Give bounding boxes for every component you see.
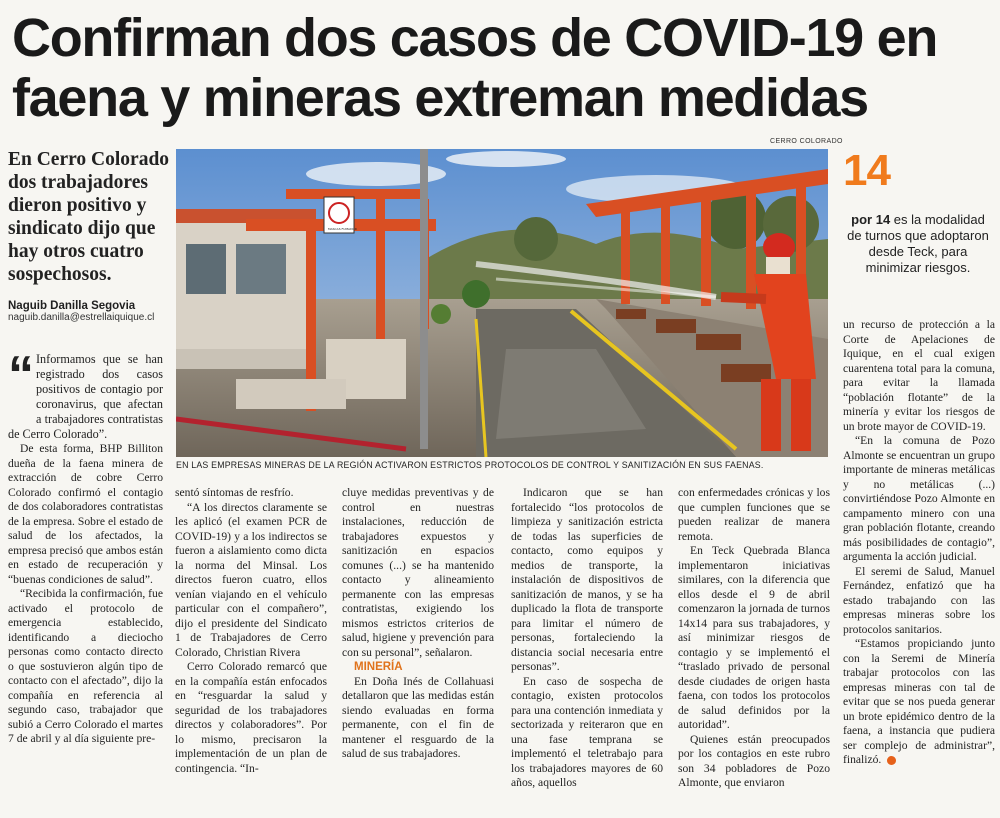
- stat-bold-lead: por 14: [851, 212, 891, 227]
- author-email: naguib.danilla@estrellaiquique.cl: [8, 312, 155, 323]
- paragraph: Indicaron que se han fortalecido “los protocolos de limpieza y sanitización estricta de todas las superficies de contacto, como equipos y medios de transporte, la instalación de dispositivos de sanitización de manos, y se ha duplicado la flota de transporte para limitar el número de personas, fortaleciendo la distancia social necesaria entre personas”.: [511, 486, 663, 673]
- end-of-article-icon: [887, 756, 896, 765]
- paragraph: En caso de sospecha de contagio, existen protocolos para una contención inmediata y sectorizada y reiteraron que en una fase temprana se implementó el teletrabajo para los trabajadores mayores de 60 años, aquellos: [511, 674, 663, 789]
- paragraph: cluye medidas preventivas y de control en nuestras instalaciones, reducción de trabajadores expuestos y sanitización en espacios comunes (...) se ha mantenido contacto y alineamiento permanente con las empresas contratistas, exigiendo los mismos estrictos criterios de salud, higiene y prevención para con su personal”, señalaron.: [342, 486, 494, 659]
- byline: [8, 300, 178, 323]
- photo-credit: CERRO COLORADO: [770, 138, 843, 145]
- stat-text: es la modalidad de turnos que adoptaron desde Teck, para minimizar riesgos.: [847, 212, 989, 275]
- column-3: [342, 486, 494, 762]
- no-smoking-sign-label: MASCAS FUMADOR: [328, 227, 357, 231]
- column-4: [511, 486, 663, 791]
- author-name: Naguib Danilla Segovia: [8, 300, 136, 312]
- paragraph: “En la comuna de Pozo Almonte se encuentran un grupo importante de mineras metálicas y no metálicas (...) convirtiéndose Pozo Almonte en campamento minero con una gran población flotante, creando más posibilidades de contagio”, argumenta la acción judicial.: [843, 434, 995, 563]
- paragraph: En Doña Inés de Collahuasi detallaron que las medidas están siendo evaluadas en forma permanente, con el fin de mantener el resguardo de la salud de sus trabajadores.: [342, 674, 494, 760]
- paragraph: El seremi de Salud, Manuel Fernández, enfatizó que ha estado trabajando con las empresas mineras sobre los protocolos sanitarios.: [843, 564, 995, 636]
- paragraph: “A los directos claramente se les aplicó (el examen PCR de COVID-19) y a los indirectos se fueron a aislamiento como dicta la norma del Minsal. Los directos fueron cuatro, ellos venían viajando en el vehículo particular con el compañero”, dijo el presidente del Sindicato 1 de Trabajadores de Cerro Colorado, Christian Rivera: [175, 500, 327, 659]
- lead-summary: En Cerro Colorado dos trabajadores dieron positivo y sindicato dijo que hay otros cuatro sospechosos.: [8, 149, 170, 285]
- photo-caption: EN LAS EMPRESAS MINERAS DE LA REGIÓN ACTIVARON ESTRICTOS PROTOCOLOS DE CONTROL Y SANITIZACIÓN EN SUS FAENAS.: [176, 460, 764, 470]
- drop-quote-mark: “: [8, 346, 34, 404]
- column-2: [175, 486, 327, 776]
- paragraph: [843, 637, 995, 768]
- section-heading-mineria: MINERÍA: [354, 661, 403, 673]
- stat-number: 14: [843, 146, 890, 195]
- closing-quote-text: “Estamos propiciando junto con la Seremi de Minería trabajar protocolos con las empresas mineras con tal de evitar que se nos pueda generar un brote epidémico dentro de la faena, a instancia que pudiera ser complejo de administrar”, finalizó.: [843, 637, 995, 766]
- paragraph: sentó síntomas de resfrío.: [175, 486, 294, 499]
- paragraph: “Recibida la confirmación, fue activado el protocolo de emergencia establecido, identificando a dieciocho personas como contacto directo o que sostuvieron algún tipo de contacto con el afectado”, dijo la compañía en referencia al segundo caso, trabajador que subió a Cerro Colorado el martes 7 de abril y al día siguiente pre-: [8, 587, 163, 745]
- headline: Confirman dos casos de COVID-19 en faena y mineras extreman medidas: [12, 8, 938, 128]
- stat-box: [843, 146, 993, 276]
- paragraph: Cerro Colorado remarcó que en la compañía están enfocados en “resguardar la salud y seguridad de los trabajadores directos y colaboradores”. Por lo mismo, precisaron la implementación de un plan de contingencia. “In-: [175, 660, 327, 775]
- paragraph: con enfermedades crónicas y los que cumplen funciones que se pueden realizar de manera remota.: [678, 486, 830, 543]
- column-6: [843, 318, 995, 768]
- paragraph: En Teck Quebrada Blanca implementaron iniciativas similares, con la diferencia que ellos desde el 9 de abril comenzaron la jornada de turnos 14x14 para sus trabajadores, y así minimizar riesgos de contagio y se implementó el “traslado privado de personal desde ciudades de origen hasta faena, con todos los protocolos de salud definidos por la autoridad”.: [678, 544, 830, 731]
- paragraph: un recurso de protección a la Corte de Apelaciones de Iquique, en el cual exigen cuarentena total para la comuna, para evitar la llamada “población flotante” de la minería y evitar los riesgos de un brote mayor de COVID-19.: [843, 318, 995, 433]
- article-photo: [176, 149, 828, 457]
- stat-description: [843, 212, 993, 276]
- opening-quote-text: Informamos que se han registrado dos casos positivos de contagio por coronavirus, que afectan a trabajadores contratistas de Cerro Colorado”.: [8, 352, 163, 441]
- column-1: [8, 346, 163, 747]
- column-5: [678, 486, 830, 791]
- opening-quote-paragraph: [8, 346, 163, 442]
- paragraph: De esta forma, BHP Billiton dueña de la faena minera de extracción de cobre Cerro Colorado confirmó el contagio de dos colaboradores contratistas de la empresa. Sobre el estado de salud de los afectados, la empresa precisó que ambos están en estado de recuperación y “buenas condiciones de salud”.: [8, 442, 163, 586]
- paragraph: Quienes están preocupados por los contagios en este rubro son 34 pobladores de Pozo Almonte, que enviaron: [678, 732, 830, 789]
